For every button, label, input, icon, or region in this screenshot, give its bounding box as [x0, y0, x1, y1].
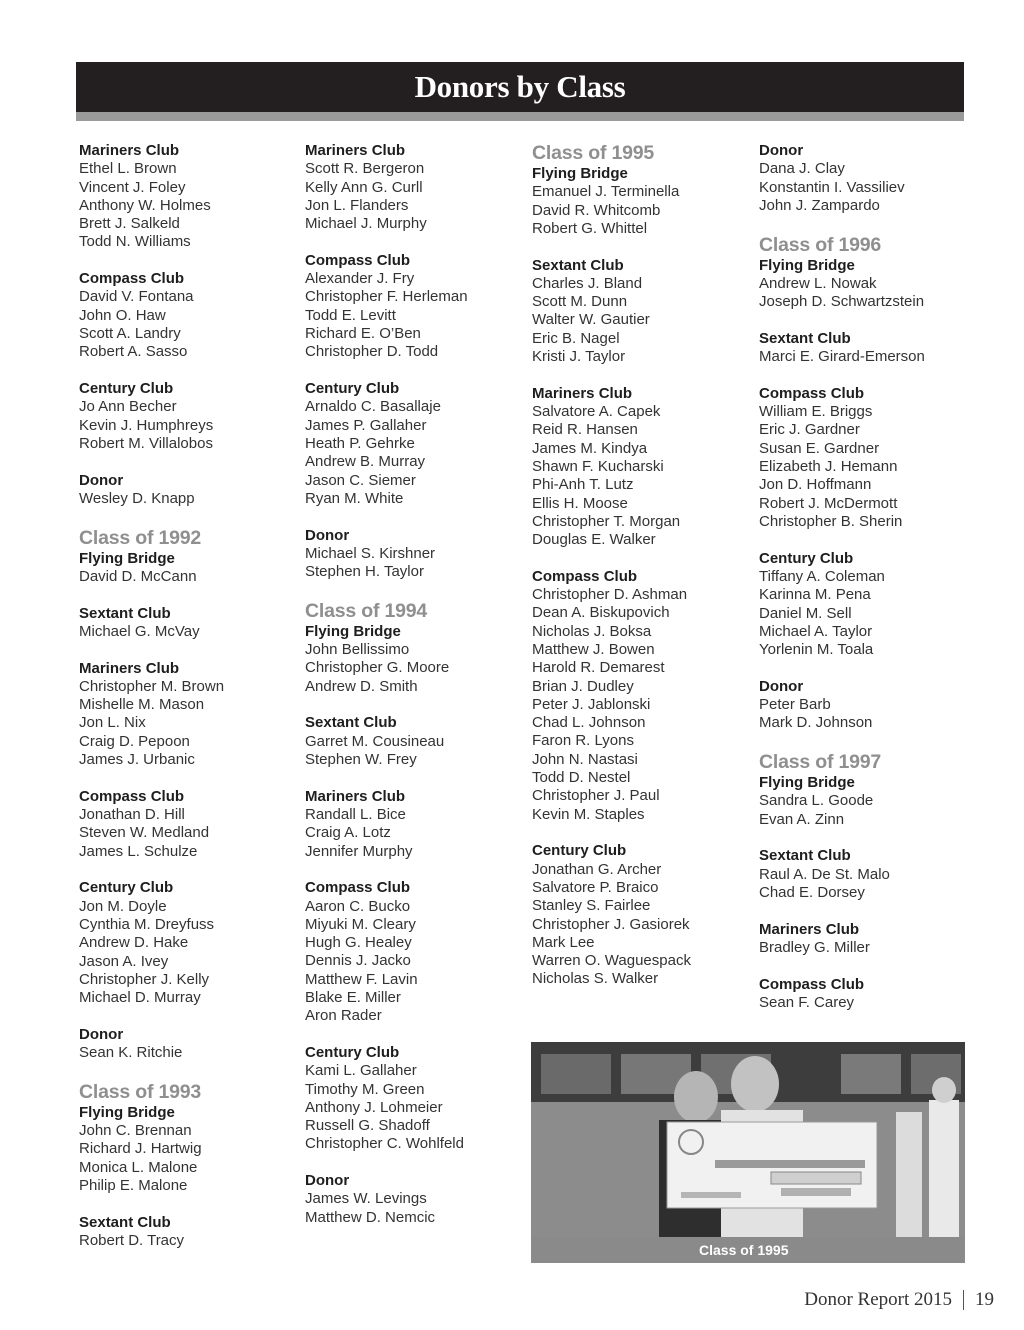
- donor-column-4: [759, 142, 974, 1031]
- donor-name: Christopher C. Wohlfeld: [305, 1135, 464, 1153]
- donor-name: Christopher G. Moore: [305, 659, 450, 677]
- donor-level-title: Sextant Club: [759, 847, 851, 865]
- donor-name: Ethel L. Brown: [79, 160, 177, 178]
- donor-name: Craig A. Lotz: [305, 824, 391, 842]
- footer-divider: [963, 1290, 964, 1310]
- donor-name: Kami L. Gallaher: [305, 1062, 417, 1080]
- donor-level-title: Mariners Club: [532, 384, 633, 402]
- donor-group: [759, 550, 974, 660]
- donor-name: Vincent J. Foley: [79, 178, 186, 196]
- donor-group: [759, 976, 974, 1013]
- donor-level-title: Sextant Club: [79, 604, 171, 622]
- donor-name: William E. Briggs: [759, 403, 873, 421]
- donor-name: Richard J. Hartwig: [79, 1140, 202, 1158]
- donor-name: Christopher B. Sherin: [759, 512, 903, 530]
- donor-name: Christopher M. Brown: [79, 677, 225, 695]
- donor-name: John O. Haw: [79, 306, 166, 324]
- donor-group: [532, 568, 747, 824]
- donor-name: Robert M. Villalobos: [79, 434, 213, 452]
- donor-name: Christopher J. Kelly: [79, 970, 210, 988]
- donor-name: Peter J. Jablonski: [532, 695, 651, 713]
- donor-name: James L. Schulze: [79, 842, 198, 860]
- page-title: Donors by Class: [414, 69, 626, 104]
- donor-group: [759, 678, 974, 733]
- page-footer: [804, 1289, 994, 1311]
- donor-name: Jon L. Nix: [79, 714, 146, 732]
- donor-level-title: Compass Club: [759, 975, 865, 993]
- donor-group: [305, 527, 520, 582]
- donor-name: Matthew D. Nemcic: [305, 1208, 436, 1226]
- donor-name: Tiffany A. Coleman: [759, 567, 885, 585]
- donor-name: Harold R. Demarest: [532, 659, 665, 677]
- donor-level-title: Donor: [79, 1025, 124, 1043]
- donor-level-title: Mariners Club: [305, 787, 406, 805]
- donor-level-title: Donor: [759, 677, 804, 695]
- donor-group: [79, 1104, 294, 1195]
- donor-level-title: Flying Bridge: [79, 1103, 175, 1121]
- donor-level-title: Mariners Club: [79, 142, 180, 159]
- donor-level-title: Sextant Club: [759, 329, 851, 347]
- donor-name: Robert J. McDermott: [759, 494, 898, 512]
- donor-name: Andrew B. Murray: [305, 453, 426, 471]
- donor-name: Douglas E. Walker: [532, 531, 656, 549]
- donor-name: Susan E. Gardner: [759, 439, 880, 457]
- donor-name: David R. Whitcomb: [532, 201, 661, 219]
- donor-name: Alexander J. Fry: [305, 270, 415, 288]
- donor-name: Matthew F. Lavin: [305, 970, 418, 988]
- class-heading: Class of 1996: [759, 233, 882, 256]
- donor-level-title: Flying Bridge: [759, 774, 855, 792]
- donor-name: Monica L. Malone: [79, 1158, 198, 1176]
- donor-name: Karinna M. Pena: [759, 586, 871, 604]
- donor-level-title: Flying Bridge: [759, 256, 855, 274]
- donor-group: [79, 472, 294, 509]
- donor-group: [532, 165, 747, 238]
- photo-caption: Class of 1995: [531, 1237, 965, 1263]
- donor-name: Blake E. Miller: [305, 989, 401, 1007]
- donor-group: [79, 605, 294, 642]
- donor-name: Stanley S. Fairlee: [532, 897, 651, 915]
- donor-name: Salvatore P. Braico: [532, 878, 659, 896]
- donor-name: Christopher D. Todd: [305, 343, 439, 361]
- donor-level-title: Sextant Club: [532, 256, 624, 274]
- class-heading: Class of 1992: [79, 526, 202, 549]
- donor-name: Anthony J. Lohmeier: [305, 1098, 443, 1116]
- donor-level-title: Donor: [305, 1172, 350, 1190]
- photo-illustration: [531, 1042, 965, 1263]
- donor-level-title: Compass Club: [305, 879, 411, 897]
- donor-name: Faron R. Lyons: [532, 732, 634, 750]
- title-banner: [76, 62, 964, 121]
- donor-name: Nicholas J. Boksa: [532, 622, 652, 640]
- donor-name: Bradley G. Miller: [759, 938, 870, 956]
- donor-name: Chad E. Dorsey: [759, 883, 865, 901]
- donor-group: [305, 788, 520, 861]
- donor-name: John C. Brennan: [79, 1122, 192, 1140]
- donor-name: Stephen H. Taylor: [305, 563, 424, 581]
- donor-group: [79, 660, 294, 770]
- donor-name: Shawn F. Kucharski: [532, 457, 664, 475]
- donor-name: Jo Ann Becher: [79, 398, 177, 416]
- donor-name: Yorlenin M. Toala: [759, 641, 874, 659]
- donor-level-title: Compass Club: [79, 787, 185, 805]
- donor-name: Christopher J. Gasiorek: [532, 915, 690, 933]
- donor-name: Joseph D. Schwartzstein: [759, 293, 925, 311]
- donor-name: Russell G. Shadoff: [305, 1117, 430, 1135]
- class-heading: Class of 1997: [759, 751, 882, 774]
- donor-name: Ellis H. Moose: [532, 494, 628, 512]
- donor-level-title: Sextant Club: [305, 714, 397, 732]
- donor-level-title: Century Club: [79, 380, 174, 398]
- donor-name: Reid R. Hansen: [532, 421, 638, 439]
- donor-name: Brian J. Dudley: [532, 677, 634, 695]
- donor-name: Garret M. Cousineau: [305, 732, 445, 750]
- donor-group: [305, 142, 520, 233]
- donor-column-2: [305, 142, 520, 1245]
- donor-name: Arnaldo C. Basallaje: [305, 398, 441, 416]
- donor-name: Konstantin I. Vassiliev: [759, 178, 905, 196]
- donor-name: Andrew L. Nowak: [759, 274, 877, 292]
- donor-name: Jon D. Hoffmann: [759, 476, 872, 494]
- donor-name: Dana J. Clay: [759, 160, 845, 178]
- donor-group: [79, 879, 294, 1007]
- donor-level-title: Donor: [759, 142, 804, 159]
- donor-group: [79, 380, 294, 453]
- donor-level-title: Century Club: [305, 380, 400, 398]
- donor-name: Philip E. Malone: [79, 1176, 188, 1194]
- donor-group: [759, 257, 974, 312]
- donor-name: Evan A. Zinn: [759, 810, 845, 828]
- donor-name: Walter W. Gautier: [532, 311, 650, 329]
- donor-name: Jennifer Murphy: [305, 842, 413, 860]
- donor-name: Anthony W. Holmes: [79, 196, 211, 214]
- donor-name: Robert A. Sasso: [79, 343, 188, 361]
- donor-name: Mishelle M. Mason: [79, 696, 205, 714]
- donor-name: Todd E. Levitt: [305, 306, 396, 324]
- donor-name: Robert G. Whittel: [532, 219, 648, 237]
- donor-group: [759, 330, 974, 367]
- donor-name: John Bellissimo: [305, 641, 410, 659]
- donor-level-title: Compass Club: [759, 384, 865, 402]
- donor-name: Sean F. Carey: [759, 993, 855, 1011]
- donor-level-title: Flying Bridge: [79, 549, 175, 567]
- donor-group: [305, 623, 520, 696]
- donor-name: Scott R. Bergeron: [305, 160, 425, 178]
- donor-name: Chad L. Johnson: [532, 714, 646, 732]
- donor-level-title: Sextant Club: [79, 1213, 171, 1231]
- donor-name: Raul A. De St. Malo: [759, 865, 890, 883]
- donor-name: Robert D. Tracy: [79, 1231, 185, 1249]
- donor-level-title: Donor: [305, 526, 350, 544]
- donor-name: Timothy M. Green: [305, 1080, 425, 1098]
- donor-name: Michael D. Murray: [79, 989, 201, 1007]
- donor-name: John J. Zampardo: [759, 196, 880, 214]
- donor-name: Hugh G. Healey: [305, 934, 412, 952]
- donor-name: Nicholas S. Walker: [532, 970, 659, 988]
- donor-level-title: Flying Bridge: [532, 165, 628, 182]
- donor-name: James P. Gallaher: [305, 416, 427, 434]
- donor-name: Peter Barb: [759, 696, 831, 714]
- donor-name: Michael S. Kirshner: [305, 544, 436, 562]
- donor-name: David D. McCann: [79, 567, 197, 585]
- donor-group: [759, 847, 974, 902]
- donor-level-title: Mariners Club: [79, 659, 180, 677]
- donor-name: Jon M. Doyle: [79, 897, 167, 915]
- donor-name: Jason A. Ivey: [79, 952, 169, 970]
- donor-group: [79, 1214, 294, 1251]
- donor-level-title: Mariners Club: [759, 920, 860, 938]
- donor-level-title: Compass Club: [305, 251, 411, 269]
- donor-name: Christopher F. Herleman: [305, 288, 468, 306]
- donor-name: Aron Rader: [305, 1007, 382, 1025]
- donor-group: [305, 714, 520, 769]
- donor-name: Stephen W. Frey: [305, 750, 417, 768]
- donor-column-1: [79, 142, 294, 1269]
- donor-name: Michael A. Taylor: [759, 622, 873, 640]
- donor-name: Mark Lee: [532, 933, 595, 951]
- donor-name: Miyuki M. Cleary: [305, 915, 416, 933]
- page-number: 19: [975, 1289, 994, 1310]
- donor-group: [79, 270, 294, 361]
- donor-level-title: Century Club: [79, 879, 174, 897]
- donor-name: Jonathan G. Archer: [532, 860, 662, 878]
- donor-name: Craig D. Pepoon: [79, 732, 190, 750]
- donor-name: Todd D. Nestel: [532, 769, 631, 787]
- donor-name: Todd N. Williams: [79, 233, 191, 251]
- donor-name: Matthew J. Bowen: [532, 641, 655, 658]
- donor-name: Eric J. Gardner: [759, 421, 860, 439]
- donor-name: James W. Levings: [305, 1190, 427, 1208]
- donor-group: [305, 1044, 520, 1154]
- donor-name: Scott A. Landry: [79, 325, 181, 343]
- donor-group: [79, 550, 294, 587]
- donor-name: Emanuel J. Terminella: [532, 183, 680, 201]
- class-photo: [531, 1042, 965, 1263]
- donor-name: Elizabeth J. Hemann: [759, 458, 898, 476]
- donor-name: Jonathan D. Hill: [79, 806, 185, 824]
- donor-name: Daniel M. Sell: [759, 604, 852, 622]
- donor-name: Christopher D. Ashman: [532, 586, 688, 604]
- donor-name: James M. Kindya: [532, 439, 648, 457]
- donor-name: Christopher J. Paul: [532, 787, 660, 805]
- donor-name: Michael G. McVay: [79, 622, 200, 640]
- donor-name: James J. Urbanic: [79, 751, 195, 769]
- donor-name: Kevin J. Humphreys: [79, 416, 214, 434]
- donor-name: Heath P. Gehrke: [305, 434, 415, 452]
- donor-name: John N. Nastasi: [532, 750, 638, 768]
- donor-group: [305, 252, 520, 362]
- donor-group: [532, 257, 747, 367]
- donor-group: [759, 774, 974, 829]
- donor-group: [759, 142, 974, 215]
- donor-name: Andrew D. Smith: [305, 677, 418, 695]
- donor-level-title: Century Club: [532, 842, 627, 860]
- donor-name: Aaron C. Bucko: [305, 897, 411, 915]
- donor-level-title: Century Club: [305, 1044, 400, 1061]
- donor-name: Kevin M. Staples: [532, 805, 645, 823]
- donor-name: Scott M. Dunn: [532, 293, 628, 311]
- donor-name: Ryan M. White: [305, 489, 404, 507]
- donor-name: Marci E. Girard-Emerson: [759, 348, 925, 366]
- donor-group: [305, 1172, 520, 1227]
- donor-name: Phi-Anh T. Lutz: [532, 476, 634, 494]
- donor-group: [759, 921, 974, 958]
- donor-name: Charles J. Bland: [532, 274, 643, 292]
- donor-name: Brett J. Salkeld: [79, 215, 180, 233]
- donor-name: Jon L. Flanders: [305, 196, 409, 214]
- class-heading: Class of 1994: [305, 599, 428, 622]
- donor-name: Steven W. Medland: [79, 824, 210, 842]
- donor-name: Andrew D. Hake: [79, 934, 189, 952]
- donor-group: [532, 385, 747, 550]
- donor-name: Eric B. Nagel: [532, 329, 620, 347]
- donor-group: [532, 842, 747, 988]
- class-heading: Class of 1995: [532, 142, 655, 164]
- donor-name: Jason C. Siemer: [305, 471, 416, 489]
- donor-name: Dean A. Biskupovich: [532, 604, 670, 622]
- donor-name: Sean K. Ritchie: [79, 1044, 183, 1062]
- donor-group: [79, 788, 294, 861]
- donor-level-title: Compass Club: [79, 270, 185, 288]
- donor-name: Kristi J. Taylor: [532, 348, 626, 366]
- donor-level-title: Century Club: [759, 549, 854, 567]
- donor-group: [305, 380, 520, 508]
- donor-level-title: Donor: [79, 471, 124, 489]
- donor-column-3: [532, 142, 747, 1007]
- donor-name: Richard E. O’Ben: [305, 325, 421, 343]
- donor-name: Warren O. Waguespack: [532, 952, 691, 970]
- donor-name: Sandra L. Goode: [759, 792, 874, 810]
- donor-group: [79, 1026, 294, 1063]
- donor-group: [759, 385, 974, 531]
- donor-name: Salvatore A. Capek: [532, 403, 661, 421]
- donor-name: Michael J. Murphy: [305, 215, 427, 233]
- donor-level-title: Compass Club: [532, 567, 638, 585]
- donor-name: Christopher T. Morgan: [532, 512, 681, 530]
- donor-group: [79, 142, 294, 252]
- donor-name: Cynthia M. Dreyfuss: [79, 915, 215, 933]
- donor-name: Dennis J. Jacko: [305, 952, 411, 970]
- donor-name: Mark D. Johnson: [759, 714, 873, 732]
- donor-group: [305, 879, 520, 1025]
- donor-name: David V. Fontana: [79, 288, 194, 306]
- footer-title: Donor Report 2015: [804, 1289, 952, 1310]
- donor-level-title: Mariners Club: [305, 142, 406, 159]
- donor-name: Wesley D. Knapp: [79, 489, 195, 507]
- donor-level-title: Flying Bridge: [305, 622, 401, 640]
- donor-name: Kelly Ann G. Curll: [305, 178, 423, 196]
- class-heading: Class of 1993: [79, 1080, 202, 1103]
- donor-name: Randall L. Bice: [305, 805, 406, 823]
